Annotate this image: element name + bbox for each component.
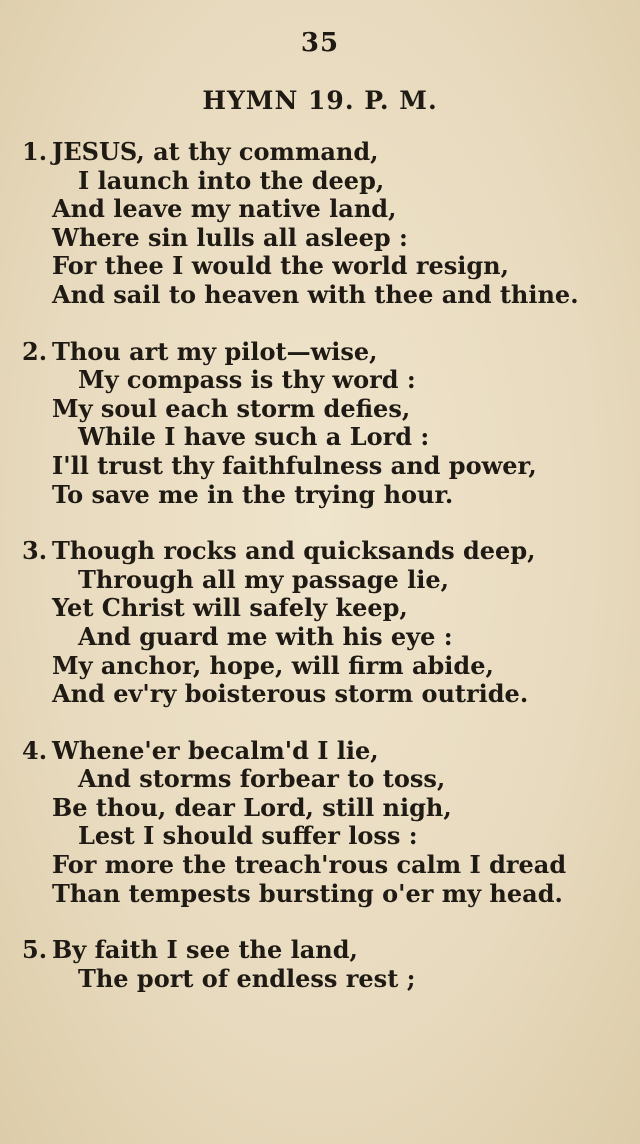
stanza-line: My soul each storm defies, <box>52 393 411 423</box>
stanza-line <box>22 537 622 566</box>
stanza-5 <box>22 936 622 993</box>
stanza-1 <box>22 138 622 310</box>
stanza-line: To save me in the trying hour. <box>52 479 454 509</box>
line-text: Though rocks and quicksands deep, <box>52 536 536 566</box>
stanza-line: Through all my passage lie, <box>78 564 450 594</box>
stanza-line: For more the treach'rous calm I dread <box>52 850 567 880</box>
stanza-line: And leave my native land, <box>52 194 397 224</box>
line-text: JESUS, at thy command, <box>52 137 379 166</box>
stanza-2 <box>22 338 622 510</box>
stanza-line: My compass is thy word : <box>78 365 416 395</box>
page-number: 35 <box>300 28 340 58</box>
line-text: Whene'er becalm'd I lie, <box>52 735 379 765</box>
hymn-title: HYMN 19. P. M. <box>202 86 438 115</box>
stanza-line: Yet Christ will safely keep, <box>52 593 408 623</box>
stanza-line <box>22 737 622 766</box>
stanza-line: My anchor, hope, will firm abide, <box>52 650 494 680</box>
stanza-line: And ev'ry boisterous storm outride. <box>52 679 529 709</box>
stanza-4 <box>22 737 622 909</box>
stanza-number: 4. <box>22 735 48 765</box>
stanza-number: 2. <box>22 336 48 366</box>
stanza-line <box>22 936 622 965</box>
stanza-line: Than tempests bursting o'er my head. <box>52 878 563 908</box>
stanza-line: The port of endless rest ; <box>78 963 416 993</box>
stanza-3 <box>22 537 622 709</box>
line-text: Thou art my pilot—wise, <box>52 336 378 366</box>
stanza-line: Lest I should suffer loss : <box>78 821 418 851</box>
stanza-line <box>22 138 622 167</box>
stanza-number: 1. <box>22 137 48 166</box>
stanza-line: Where sin lulls all asleep : <box>52 222 408 252</box>
line-text: By faith I see the land, <box>52 935 358 965</box>
stanza-line: Be thou, dear Lord, still nigh, <box>52 792 452 822</box>
stanza-line: And guard me with his eye : <box>78 621 453 651</box>
stanza-number: 5. <box>22 935 48 965</box>
stanza-line: While I have such a Lord : <box>78 422 430 452</box>
stanza-line: And storms forbear to toss, <box>78 764 446 794</box>
stanza-line: For thee I would the world resign, <box>52 251 509 281</box>
hymn-verses <box>22 138 622 1021</box>
stanza-line <box>22 338 622 367</box>
stanza-number: 3. <box>22 536 48 566</box>
stanza-line: I'll trust thy faithfulness and power, <box>52 450 537 480</box>
stanza-line: And sail to heaven with thee and thine. <box>52 279 579 309</box>
stanza-line: I launch into the deep, <box>78 165 385 195</box>
